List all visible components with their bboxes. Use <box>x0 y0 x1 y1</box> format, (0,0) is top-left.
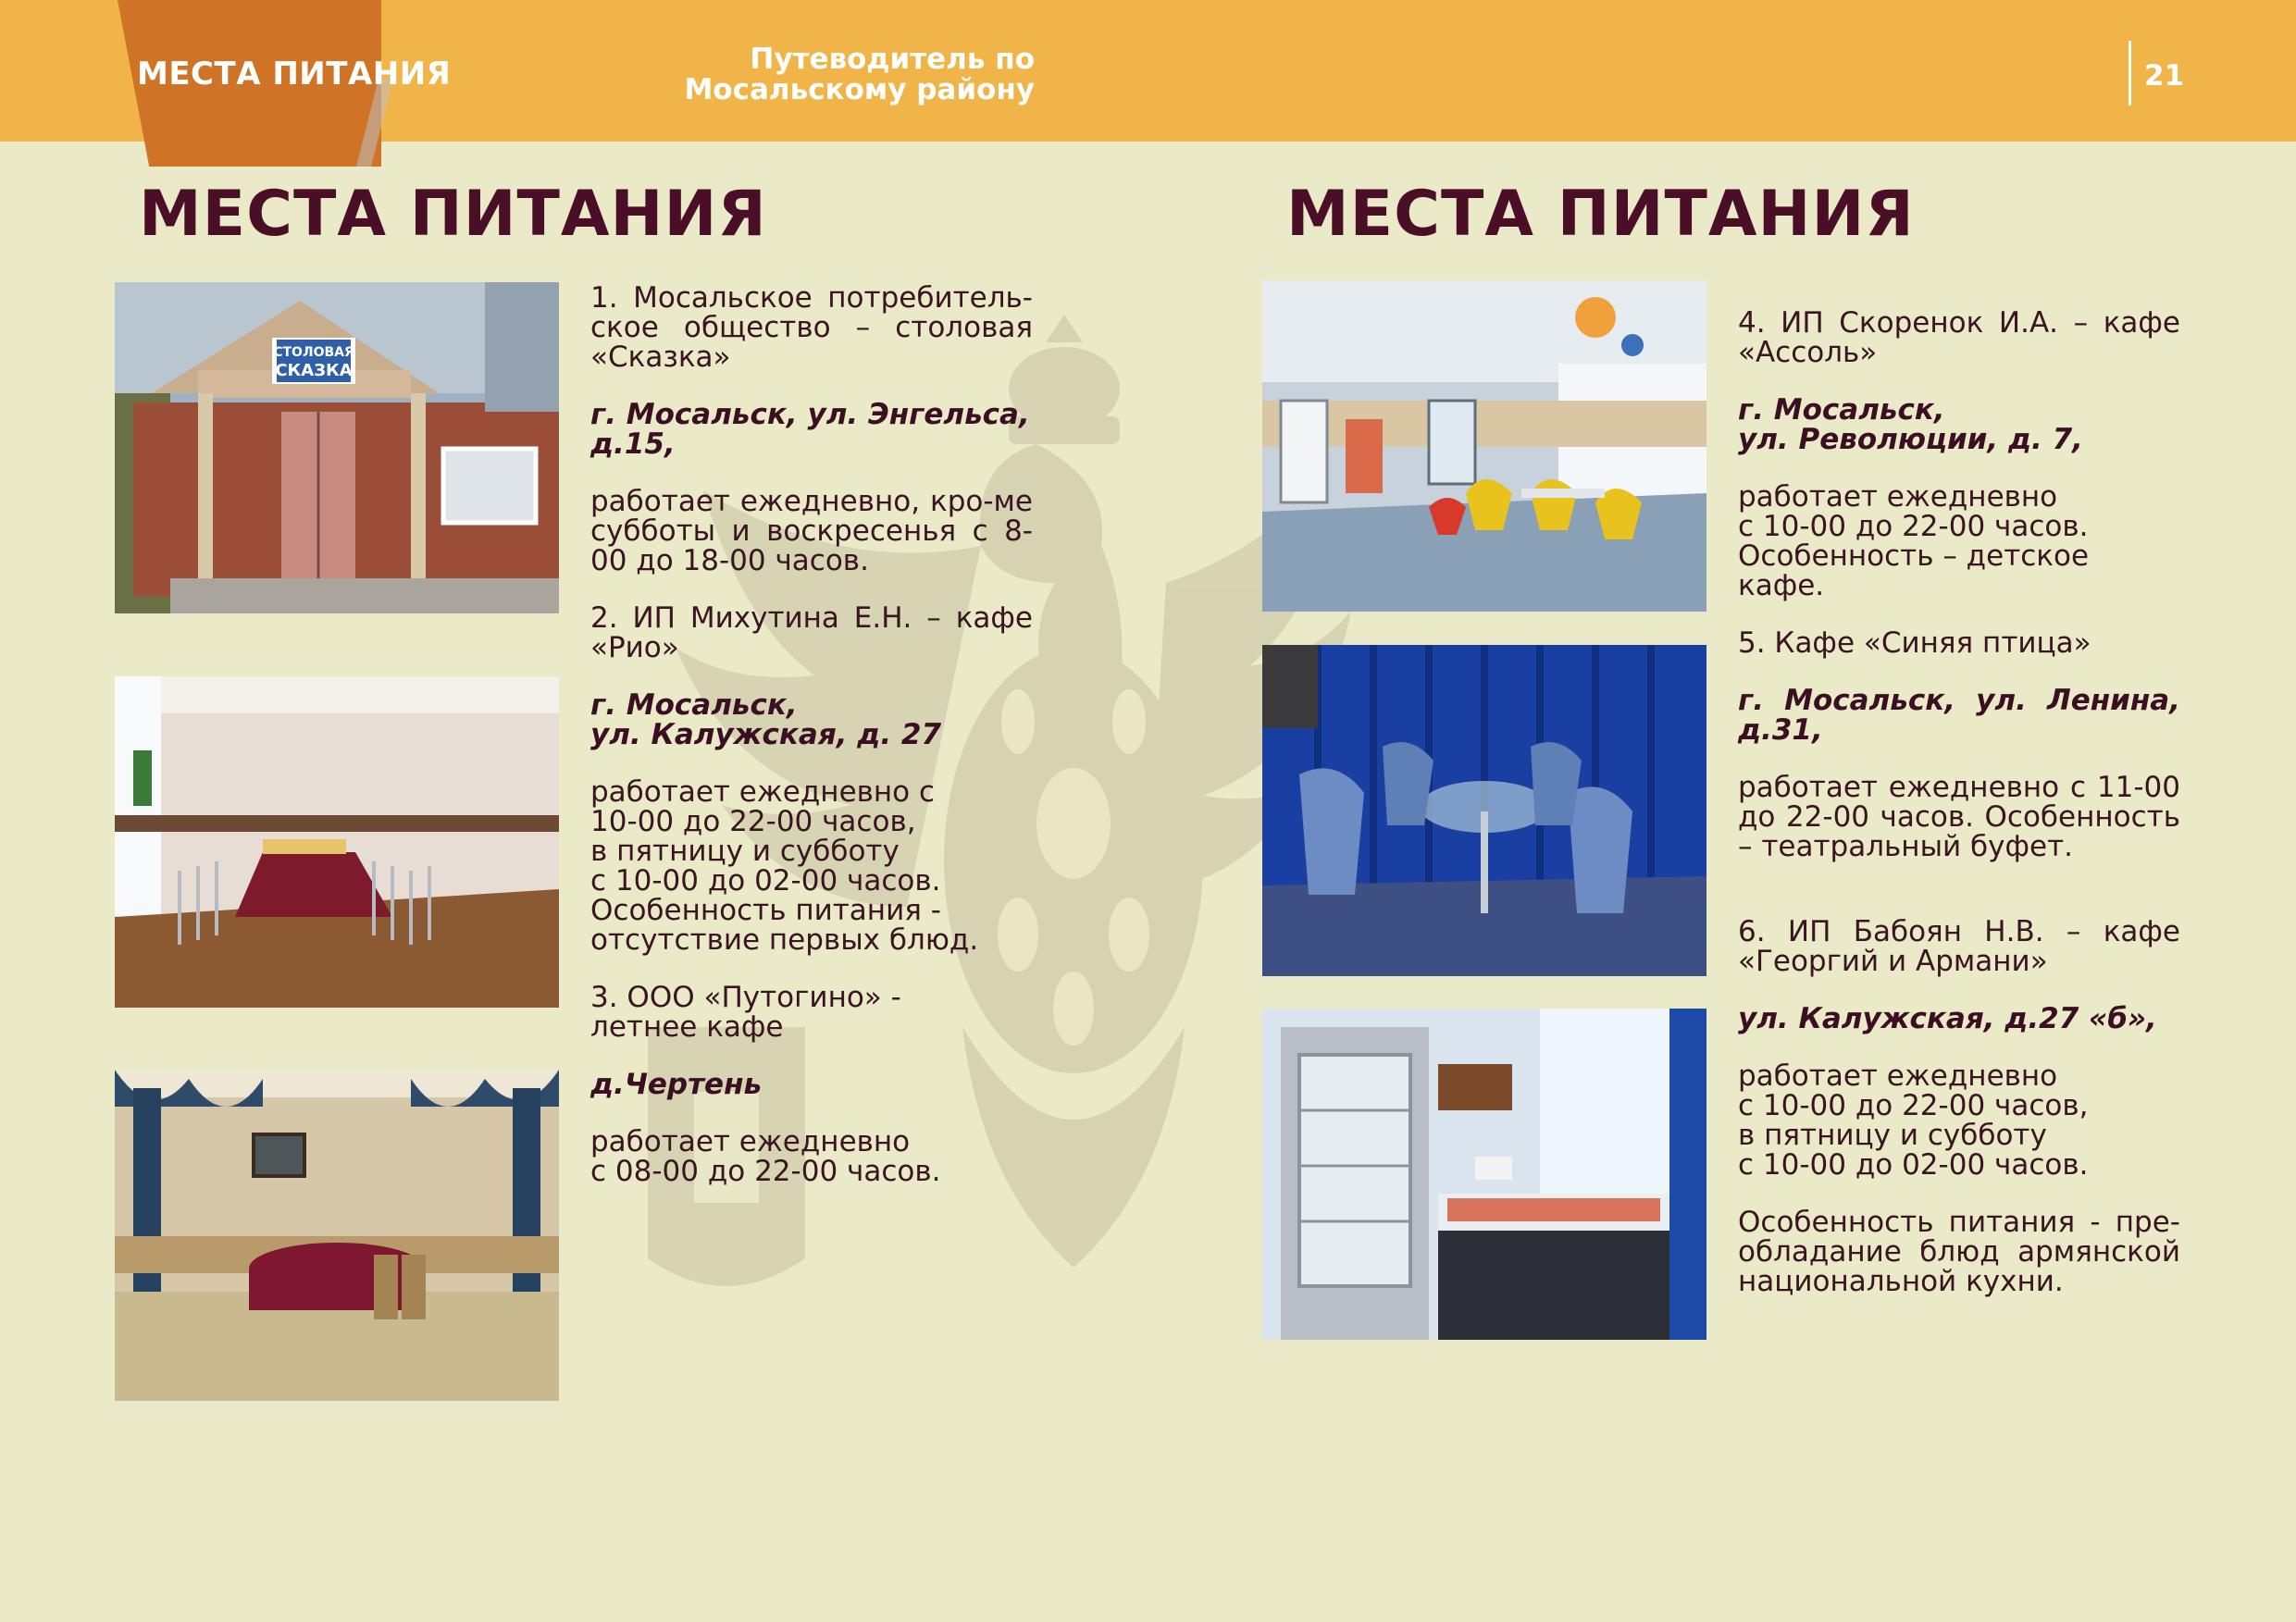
entry-3-hours <box>590 1127 1033 1186</box>
entry-2-hours-line-5: Особенность питания - <box>590 894 941 927</box>
header-guide-title <box>648 44 1035 105</box>
entry-6-hours <box>1738 1061 2180 1180</box>
sign-line-2: СКАЗКА <box>275 361 353 380</box>
photo-georgiy-armani-cafe <box>1262 1009 1706 1340</box>
entry-3-name <box>590 983 1033 1042</box>
entry-6-feature: Особенность питания - пре-обладание блюд армянской национальной кухни. <box>1738 1206 2180 1298</box>
entry-6-name: 6. ИП Бабоян Н.В. – кафе «Георгий и Армани» <box>1738 915 2180 978</box>
entry-3-address: д.Чертень <box>590 1068 763 1101</box>
left-page-title: МЕСТА ПИТАНИЯ <box>139 178 767 251</box>
entry-4-address-line-1: г. Мосальск, <box>1738 393 1945 427</box>
photo-putogino-cafe-room <box>115 1070 559 1401</box>
entry-6-hours-line-2: с 10-00 до 22-00 часов, <box>1738 1089 2089 1122</box>
entry-3-hours-line-1: работает ежедневно <box>590 1125 911 1158</box>
entry-5-name: 5. Кафе «Синяя птица» <box>1738 626 2091 660</box>
entry-2-hours-line-3: в пятницу и субботу <box>590 835 900 868</box>
entry-4-address-line-2: ул. Революции, д. 7, <box>1738 423 2083 456</box>
header-guide-line-1: Путеводитель по <box>750 43 1035 76</box>
entry-2-address <box>590 690 1033 749</box>
entry-5-address: г. Мосальск, ул. Ленина, д.31, <box>1738 684 2180 747</box>
entry-5-hours: работает ежедневно с 11-00 до 22-00 часов. Особенность – театральный буфет. <box>1738 771 2180 863</box>
entry-2-address-line-2: ул. Калужская, д. 27 <box>590 718 942 751</box>
left-text-column <box>590 283 1033 1214</box>
entry-6-address: ул. Калужская, д.27 «б», <box>1738 1002 2157 1035</box>
entry-3-name-line-2: летнее кафе <box>590 1010 784 1044</box>
photo-rio-cafe-hall <box>115 676 559 1008</box>
entry-4-hours-line-3: Особенность – детское <box>1738 539 2090 573</box>
page-number: 21 <box>2144 59 2185 93</box>
header-divider <box>2128 41 2131 105</box>
entry-3-hours-line-2: с 08-00 до 22-00 часов. <box>590 1155 941 1188</box>
entry-4-hours-line-4: кафе. <box>1738 569 1825 602</box>
entry-4-address <box>1738 395 2180 454</box>
entry-1-hours: работает ежедневно, кро-ме субботы и воскресенья с 8-00 до 18-00 часов. <box>590 485 1033 577</box>
entry-2-hours-line-2: 10-00 до 22-00 часов, <box>590 805 916 838</box>
entry-4-name: 4. ИП Скоренок И.А. – кафе «Ассоль» <box>1738 306 2180 369</box>
sign-line-1: СТОЛОВАЯ <box>273 345 354 360</box>
entry-2-hours-line-4: с 10-00 до 02-00 часов. <box>590 864 941 898</box>
header-guide-line-2: Мосальскому району <box>684 73 1035 106</box>
entry-1-address: г. Мосальск, ул. Энгельса, д.15, <box>590 398 1030 461</box>
photo-blue-bird-cafe <box>1262 645 1706 976</box>
entry-6-hours-line-3: в пятницу и субботу <box>1738 1119 2047 1152</box>
photo-assol-cafe <box>1262 280 1706 612</box>
photo-skazka-canteen <box>115 282 559 613</box>
entry-4-hours-line-2: с 10-00 до 22-00 часов. <box>1738 510 2089 543</box>
right-page-title: МЕСТА ПИТАНИЯ <box>1286 178 1915 251</box>
entry-2-name: 2. ИП Михутина Е.Н. – кафе «Рио» <box>590 601 1033 664</box>
entry-6-hours-line-4: с 10-00 до 02-00 часов. <box>1738 1148 2089 1182</box>
header-section-title: МЕСТА ПИТАНИЯ <box>137 56 452 93</box>
entry-4-hours-line-1: работает ежедневно <box>1738 480 2058 514</box>
entry-2-hours-line-1: работает ежедневно с <box>590 775 936 809</box>
entry-6-hours-line-1: работает ежедневно <box>1738 1059 2058 1093</box>
entry-3-name-line-1: 3. ООО «Путогино» - <box>590 981 901 1014</box>
entry-4-hours <box>1738 482 2180 601</box>
entry-2-address-line-1: г. Мосальск, <box>590 688 798 722</box>
entry-1-name: 1. Мосальское потребитель-ское общество – столовая «Сказка» <box>590 281 1033 374</box>
entry-2-hours-line-6: отсутствие первых блюд. <box>590 923 979 957</box>
right-text-column <box>1738 308 2180 1324</box>
entry-2-hours <box>590 777 1033 955</box>
